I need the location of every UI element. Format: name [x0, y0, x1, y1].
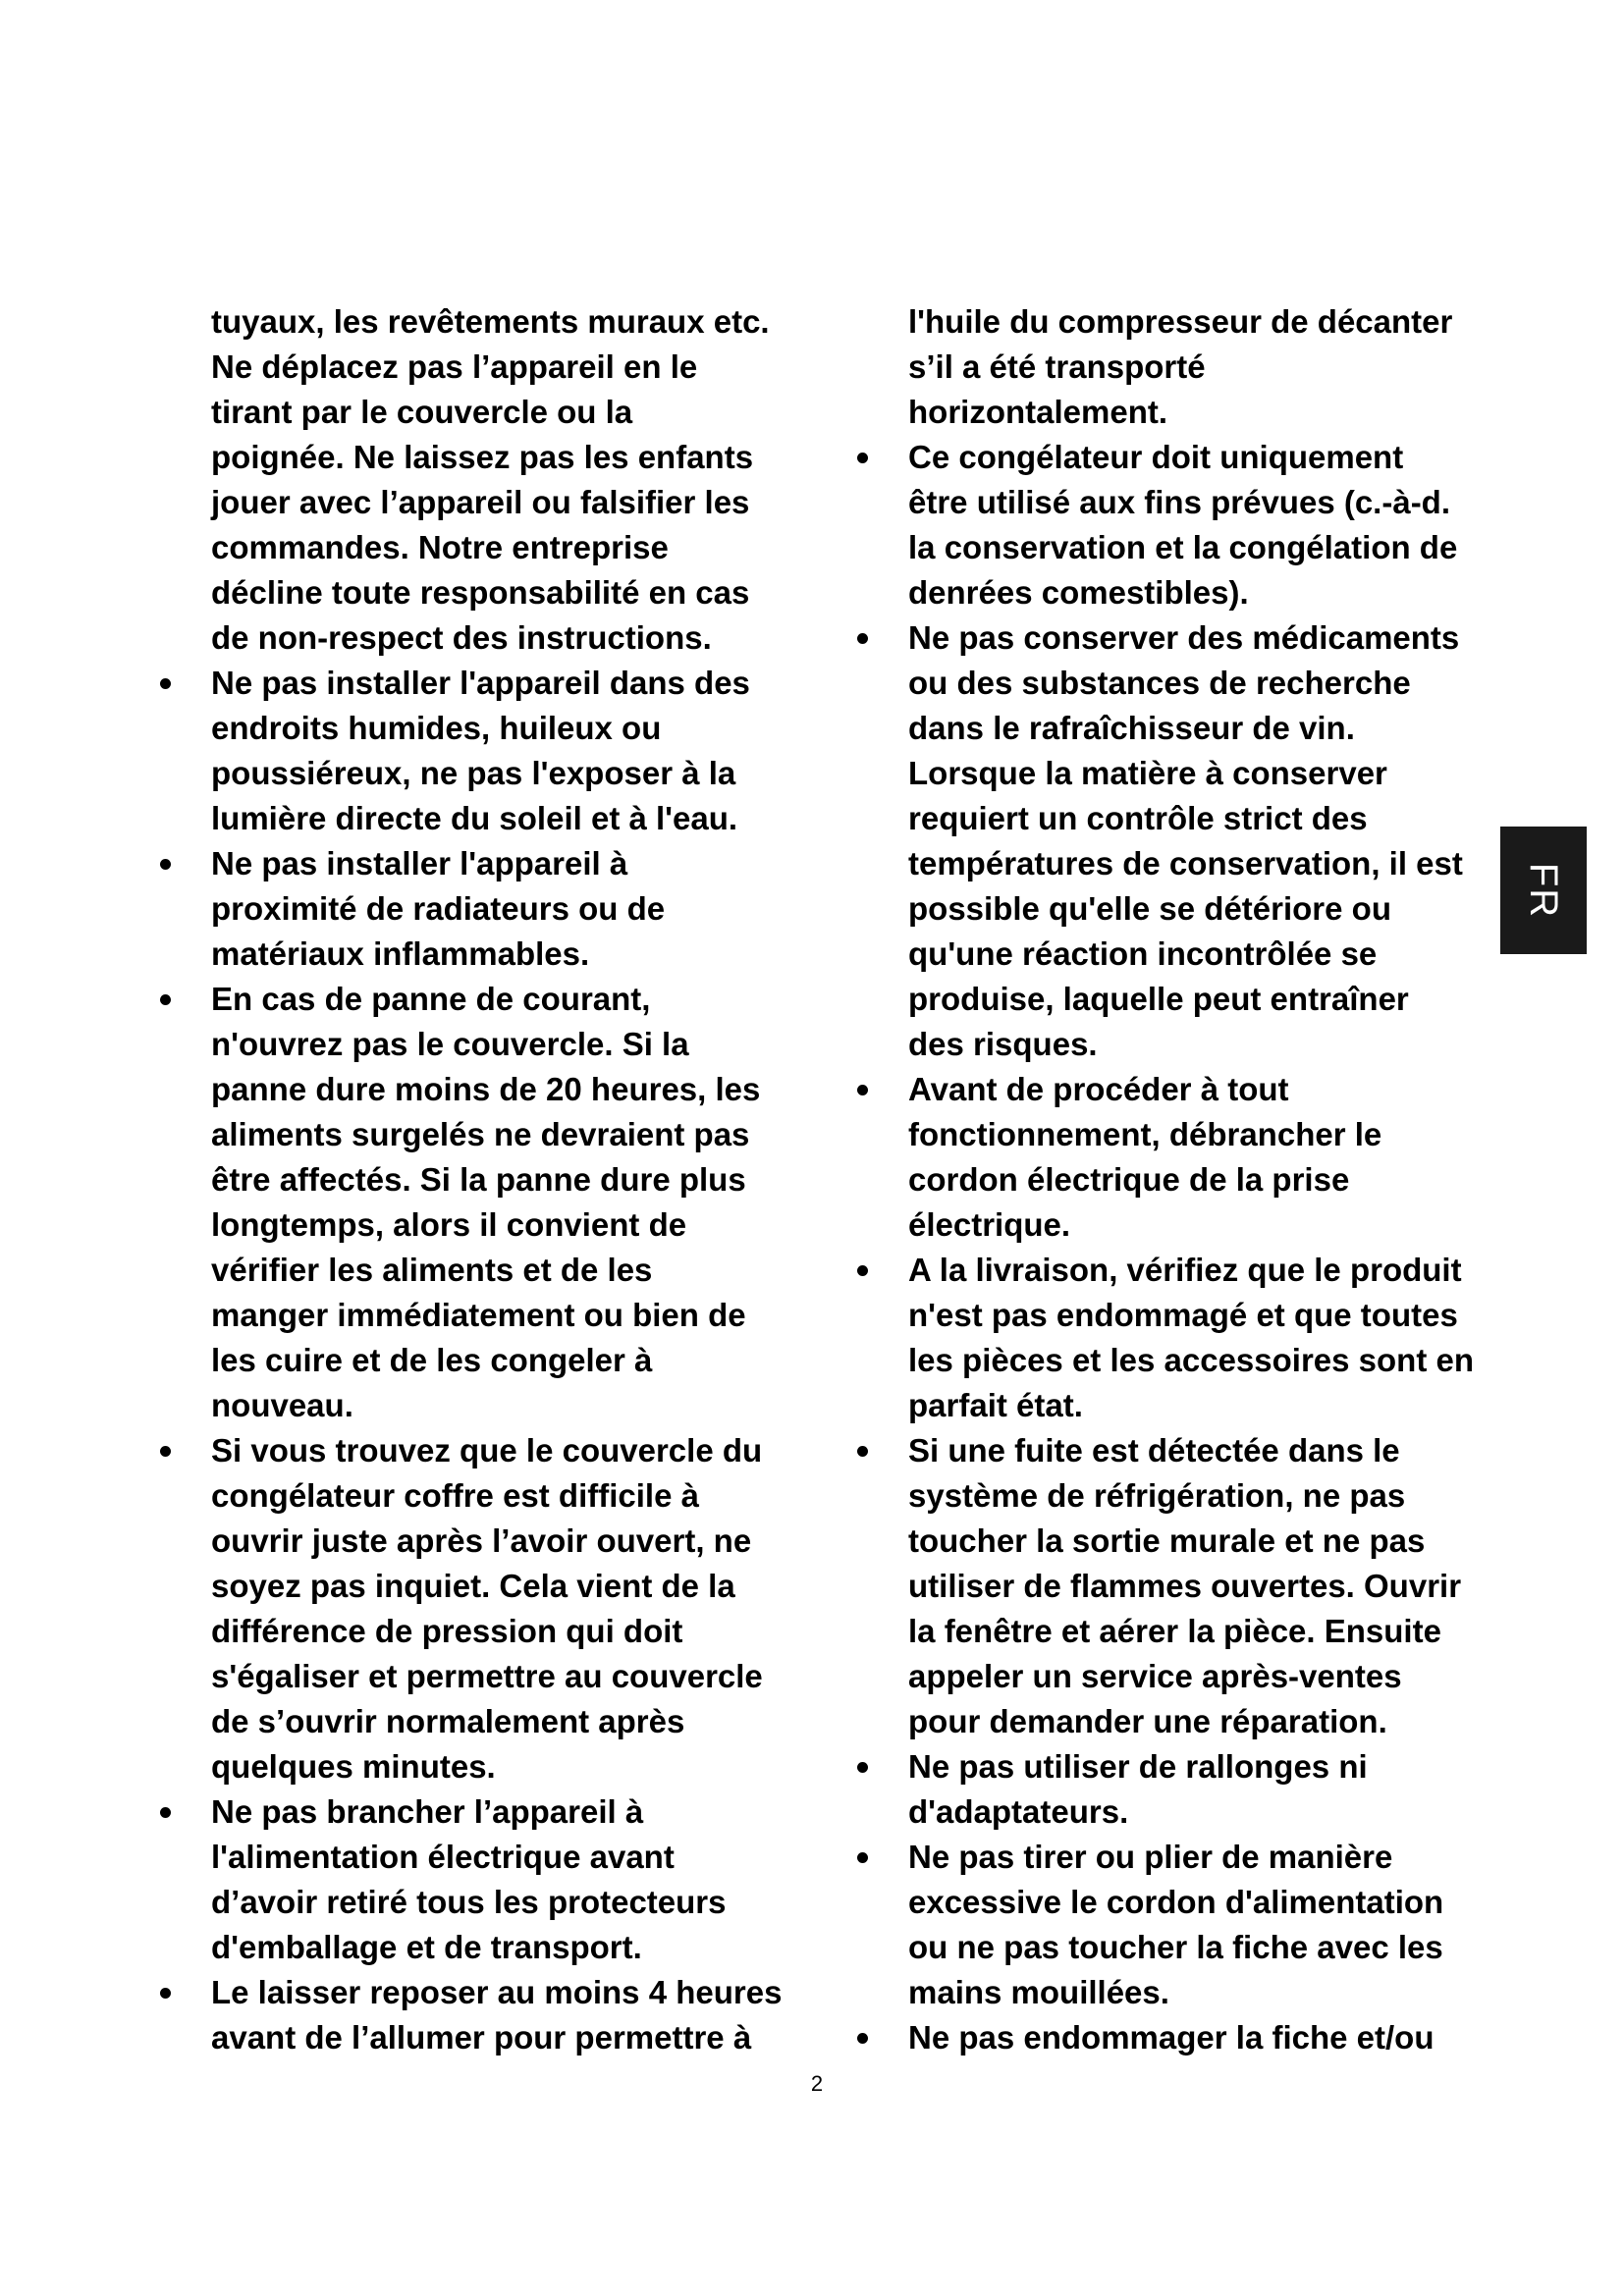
text-line: s’il a été transporté	[908, 348, 1206, 385]
text-line: qu'une réaction incontrôlée se	[908, 935, 1378, 972]
text-line: parfait état.	[908, 1387, 1083, 1423]
left-column	[211, 299, 800, 2060]
text-line: d'emballage et de transport.	[211, 1929, 642, 1965]
bullet-item	[211, 1970, 800, 2060]
language-tab	[1500, 827, 1587, 954]
text-line: A la livraison, vérifiez que le produit	[908, 1252, 1462, 1288]
text-line: Ne pas brancher l’appareil à	[211, 1793, 644, 1830]
bullet-item	[908, 1248, 1497, 1428]
text-line: les pièces et les accessoires sont en	[908, 1342, 1475, 1378]
bullet-icon	[160, 1807, 171, 1818]
text-line: de s’ouvrir normalement après	[211, 1703, 685, 1739]
bullet-icon	[857, 1446, 868, 1457]
bullet-item	[211, 977, 800, 1428]
text-line: Ne pas installer l'appareil à	[211, 845, 628, 881]
text-line: être utilisé aux fins prévues (c.-à-d.	[908, 484, 1451, 520]
bullet-item	[908, 2015, 1497, 2060]
right-column	[908, 299, 1497, 2060]
text-line: nouveau.	[211, 1387, 353, 1423]
text-line: proximité de radiateurs ou de	[211, 890, 666, 927]
bullet-item	[211, 661, 800, 841]
text-line: les cuire et de les congeler à	[211, 1342, 653, 1378]
text-line: matériaux inflammables.	[211, 935, 590, 972]
text-line: cordon électrique de la prise	[908, 1161, 1350, 1198]
text-line: possible qu'elle se détériore ou	[908, 890, 1391, 927]
bullet-item	[908, 1428, 1497, 1744]
bullet-icon	[857, 453, 868, 463]
text-line: l'huile du compresseur de décanter	[908, 303, 1453, 340]
text-line: vérifier les aliments et de les	[211, 1252, 653, 1288]
text-line: Ne déplacez pas l’appareil en le	[211, 348, 698, 385]
text-line: Ne pas conserver des médicaments	[908, 619, 1460, 656]
text-line: soyez pas inquiet. Cela vient de la	[211, 1568, 735, 1604]
text-line: la conservation et la congélation de	[908, 529, 1458, 565]
bullet-icon	[857, 1265, 868, 1276]
text-line: ou des substances de recherche	[908, 665, 1411, 701]
bullet-item	[908, 1067, 1497, 1248]
text-line: excessive le cordon d'alimentation	[908, 1884, 1444, 1920]
text-line: tuyaux, les revêtements muraux etc.	[211, 303, 770, 340]
text-line: Si vous trouvez que le couvercle du	[211, 1432, 763, 1468]
bullet-icon	[857, 1085, 868, 1095]
bullet-item	[211, 841, 800, 977]
text-line: manger immédiatement ou bien de	[211, 1297, 746, 1333]
right-continuation-paragraph	[908, 299, 1497, 435]
text-line: d'adaptateurs.	[908, 1793, 1129, 1830]
text-line: denrées comestibles).	[908, 574, 1249, 611]
text-line: Ne pas tirer ou plier de manière	[908, 1839, 1393, 1875]
text-line: avant de l’allumer pour permettre à	[211, 2019, 752, 2056]
text-line: la fenêtre et aérer la pièce. Ensuite	[908, 1613, 1441, 1649]
text-line: endroits humides, huileux ou	[211, 710, 662, 746]
text-line: pour demander une réparation.	[908, 1703, 1387, 1739]
text-line: Si une fuite est détectée dans le	[908, 1432, 1400, 1468]
bullet-item	[211, 1789, 800, 1970]
text-line: longtemps, alors il convient de	[211, 1206, 687, 1243]
text-line: Le laisser reposer au moins 4 heures	[211, 1974, 783, 2010]
text-line: poussiéreux, ne pas l'exposer à la	[211, 755, 736, 791]
text-line: horizontalement.	[908, 394, 1168, 430]
text-line: Avant de procéder à tout	[908, 1071, 1289, 1107]
bullet-icon	[857, 2033, 868, 2044]
text-line: des risques.	[908, 1026, 1098, 1062]
text-line: différence de pression qui doit	[211, 1613, 683, 1649]
text-line: n'est pas endommagé et que toutes	[908, 1297, 1458, 1333]
bullet-icon	[160, 1988, 171, 1999]
text-line: Ce congélateur doit uniquement	[908, 439, 1404, 475]
text-line: mains mouillées.	[908, 1974, 1169, 2010]
text-line: quelques minutes.	[211, 1748, 496, 1785]
text-line: tirant par le couvercle ou la	[211, 394, 633, 430]
text-line: l'alimentation électrique avant	[211, 1839, 675, 1875]
text-line: système de réfrigération, ne pas	[908, 1477, 1406, 1514]
text-line: panne dure moins de 20 heures, les	[211, 1071, 761, 1107]
text-line: aliments surgelés ne devraient pas	[211, 1116, 750, 1152]
text-line: n'ouvrez pas le couvercle. Si la	[211, 1026, 689, 1062]
text-line: Ne pas utiliser de rallonges ni	[908, 1748, 1368, 1785]
text-line: requiert un contrôle strict des	[908, 800, 1368, 836]
text-line: ou ne pas toucher la fiche avec les	[908, 1929, 1443, 1965]
text-line: Ne pas installer l'appareil dans des	[211, 665, 750, 701]
left-continuation-paragraph	[211, 299, 800, 661]
bullet-icon	[160, 994, 171, 1005]
bullet-icon	[857, 633, 868, 644]
text-line: congélateur coffre est difficile à	[211, 1477, 699, 1514]
text-line: poignée. Ne laissez pas les enfants	[211, 439, 754, 475]
text-line: ouvrir juste après l’avoir ouvert, ne	[211, 1522, 752, 1559]
text-line: jouer avec l’appareil ou falsifier les	[211, 484, 750, 520]
bullet-icon	[857, 1852, 868, 1863]
text-line: températures de conservation, il est	[908, 845, 1463, 881]
text-line: appeler un service après-ventes	[908, 1658, 1402, 1694]
text-line: Lorsque la matière à conserver	[908, 755, 1387, 791]
bullet-item	[908, 615, 1497, 1067]
text-line: produise, laquelle peut entraîner	[908, 981, 1409, 1017]
bullet-icon	[857, 1762, 868, 1773]
text-line: dans le rafraîchisseur de vin.	[908, 710, 1355, 746]
text-line: utiliser de flammes ouvertes. Ouvrir	[908, 1568, 1462, 1604]
text-line: toucher la sortie murale et ne pas	[908, 1522, 1426, 1559]
page-number: 2	[810, 2071, 824, 2096]
bullet-item	[908, 435, 1497, 615]
text-line: décline toute responsabilité en cas	[211, 574, 750, 611]
bullet-item	[908, 1744, 1497, 1835]
bullet-item	[211, 1428, 800, 1789]
text-line: fonctionnement, débrancher le	[908, 1116, 1382, 1152]
text-line: de non-respect des instructions.	[211, 619, 712, 656]
text-line: être affectés. Si la panne dure plus	[211, 1161, 746, 1198]
bullet-icon	[160, 1446, 171, 1457]
language-tab-label: FR	[1522, 862, 1566, 919]
text-line: Ne pas endommager la fiche et/ou	[908, 2019, 1435, 2056]
bullet-icon	[160, 859, 171, 870]
text-line: En cas de panne de courant,	[211, 981, 651, 1017]
text-line: lumière directe du soleil et à l'eau.	[211, 800, 738, 836]
text-line: d’avoir retiré tous les protecteurs	[211, 1884, 727, 1920]
bullet-item	[908, 1835, 1497, 2015]
bullet-icon	[160, 678, 171, 689]
text-line: électrique.	[908, 1206, 1071, 1243]
text-line: commandes. Notre entreprise	[211, 529, 669, 565]
text-line: s'égaliser et permettre au couvercle	[211, 1658, 763, 1694]
